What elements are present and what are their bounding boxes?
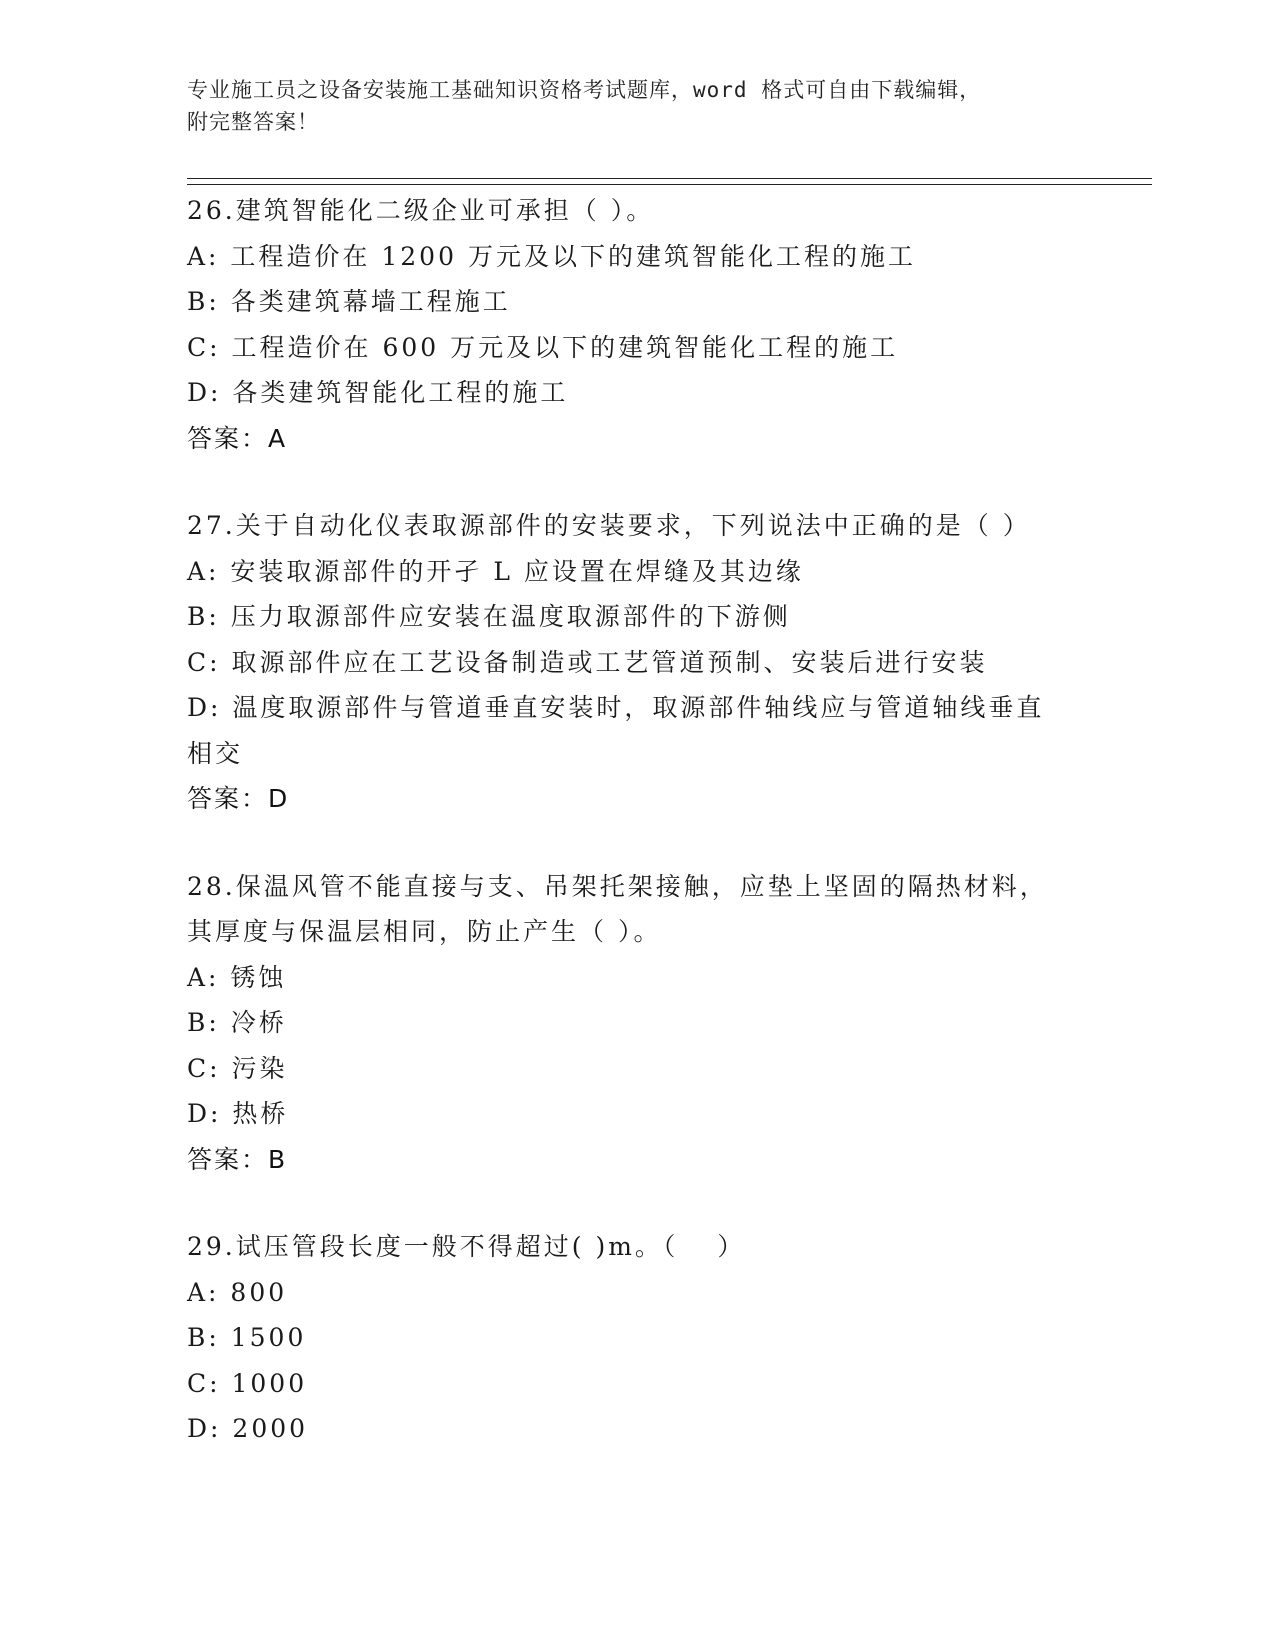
option-d: D: 温度取源部件与管道垂直安装时，取源部件轴线应与管道轴线垂直	[187, 693, 1045, 722]
question-26	[187, 188, 1087, 461]
question-stem: 28.保温风管不能直接与支、吊架托架接触，应垫上坚固的隔热材料，	[187, 871, 1048, 901]
question-stem-continued: 其厚度与保温层相同，防止产生（ ）。	[187, 917, 662, 946]
option-b: B: 压力取源部件应安装在温度取源部件的下游侧	[187, 602, 791, 631]
header-divider-top	[187, 178, 1152, 179]
question-stem: 29.试压管段长度一般不得超过( )m。（ ）	[187, 1232, 746, 1261]
option-b: B: 各类建筑幕墙工程施工	[187, 287, 511, 316]
option-d: D: 热桥	[187, 1099, 289, 1128]
question-list	[187, 188, 1087, 1494]
option-c: C: 1000	[187, 1368, 308, 1398]
option-c: C: 取源部件应在工艺设备制造或工艺管道预制、安装后进行安装	[187, 647, 988, 677]
option-d: D: 各类建筑智能化工程的施工	[187, 378, 569, 407]
question-28	[187, 864, 1087, 1183]
answer-line: 答案：B	[187, 1144, 288, 1174]
header-divider-bottom	[187, 184, 1152, 185]
option-a: A: 锈蚀	[187, 962, 287, 992]
question-29	[187, 1224, 1087, 1452]
option-a: A: 安装取源部件的开孑 L 应设置在焊缝及其边缘	[187, 556, 804, 586]
document-header	[187, 74, 1067, 138]
option-b: B: 1500	[187, 1323, 307, 1352]
option-a: A: 800	[187, 1277, 288, 1307]
answer-line: 答案：A	[187, 423, 288, 453]
option-b: B: 冷桥	[187, 1008, 287, 1037]
option-c: C: 工程造价在 600 万元及以下的建筑智能化工程的施工	[187, 332, 899, 362]
option-a: A: 工程造价在 1200 万元及以下的建筑智能化工程的施工	[187, 241, 916, 271]
question-stem: 27.关于自动化仪表取源部件的安装要求，下列说法中正确的是（ ）	[187, 511, 1031, 540]
question-27	[187, 503, 1087, 822]
question-stem: 26.建筑智能化二级企业可承担（ ）。	[187, 196, 655, 225]
option-d-continued: 相交	[187, 738, 244, 768]
option-c: C: 污染	[187, 1053, 288, 1083]
answer-line: 答案：D	[187, 784, 290, 813]
option-d: D: 2000	[187, 1414, 309, 1443]
header-line-2: 附完整答案！	[187, 110, 319, 134]
header-line-1: 专业施工员之设备安装施工基础知识资格考试题库，word 格式可自由下载编辑，	[187, 78, 982, 102]
